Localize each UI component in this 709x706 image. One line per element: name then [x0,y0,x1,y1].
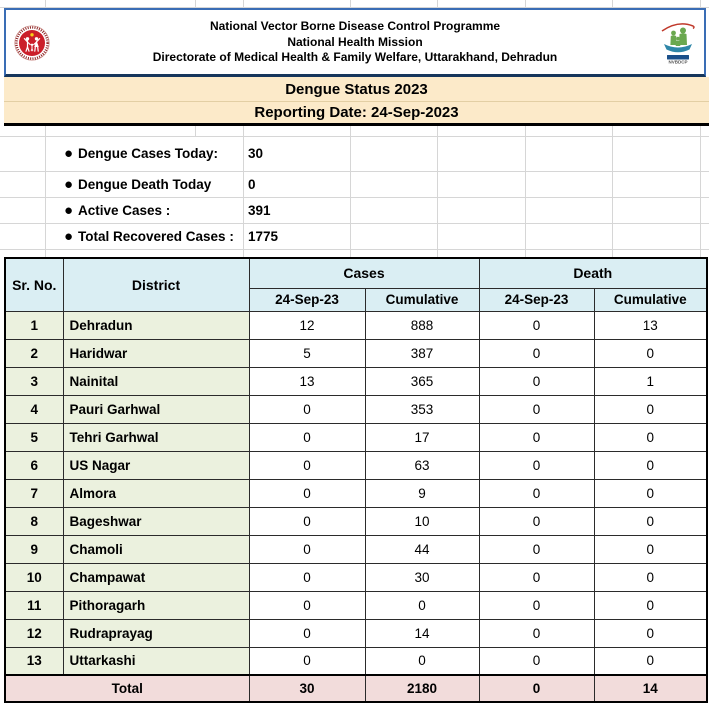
table-cell-sr: 11 [5,591,63,619]
table-cell-num: 17 [365,423,479,451]
table-cell-num: 0 [479,535,594,563]
table-cell-num: 0 [479,591,594,619]
table-cell-num: 0 [594,423,707,451]
report-title: Dengue Status 2023 [285,80,428,98]
table-cell-num: 387 [365,339,479,367]
district-table [4,257,708,703]
table-cell-num: 888 [365,311,479,339]
table-cell-district: Tehri Garhwal [63,423,249,451]
table-cell-num: 0 [594,451,707,479]
table-cell-sr: 8 [5,507,63,535]
total-death-today: 0 [479,675,594,702]
letterhead [4,8,706,77]
table-cell-district: Chamoli [63,535,249,563]
table-cell-district: US Nagar [63,451,249,479]
table-cell-num: 14 [365,619,479,647]
table-cell-num: 0 [479,563,594,591]
table-row [5,311,707,339]
summary-label: Dengue Cases Today: [78,146,219,161]
table-cell-num: 12 [249,311,365,339]
table-cell-num: 5 [249,339,365,367]
table-cell-num: 30 [365,563,479,591]
table-cell-num: 10 [365,507,479,535]
table-cell-district: Rudraprayag [63,619,249,647]
table-cell-sr: 10 [5,563,63,591]
table-row [5,395,707,423]
table-cell-num: 0 [479,479,594,507]
table-cell-sr: 3 [5,367,63,395]
table-row [5,647,707,675]
table-cell-district: Almora [63,479,249,507]
summary-label: Total Recovered Cases : [78,228,234,244]
table-cell-num: 0 [594,395,707,423]
table-cell-num: 0 [479,339,594,367]
table-cell-num: 9 [365,479,479,507]
reporting-date-banner [4,102,709,126]
total-row [5,675,707,702]
column-group-cases: Cases [249,258,479,288]
summary-value: 391 [248,202,271,218]
table-cell-num: 63 [365,451,479,479]
summary-label: Active Cases : [78,202,171,218]
column-header-cases-date: 24-Sep-23 [249,288,365,311]
table-header-group-row [5,258,707,288]
org-line-1: National Vector Borne Disease Control Programme [209,19,501,34]
column-header-death-date: 24-Sep-23 [479,288,594,311]
gridline [195,126,196,136]
table-row [5,479,707,507]
table-cell-num: 0 [249,479,365,507]
table-cell-num: 0 [594,339,707,367]
table-cell-num: 0 [594,479,707,507]
table-cell-num: 0 [249,591,365,619]
table-cell-num: 0 [249,423,365,451]
table-cell-sr: 4 [5,395,63,423]
table-cell-num: 0 [365,591,479,619]
summary-value: 1775 [248,228,279,244]
table-cell-num: 0 [479,647,594,675]
table-cell-num: 0 [249,451,365,479]
column-header-cases-cumulative: Cumulative [365,288,479,311]
table-cell-num: 0 [594,507,707,535]
bullet-icon: ● [64,201,74,219]
bullet-icon: ● [64,145,74,162]
table-row [5,619,707,647]
column-header-district: District [63,258,249,311]
table-cell-num: 0 [249,563,365,591]
table-cell-num: 0 [249,507,365,535]
column-group-death: Death [479,258,707,288]
table-cell-sr: 6 [5,451,63,479]
table-cell-sr: 5 [5,423,63,451]
table-row [5,339,707,367]
table-cell-district: Pauri Garhwal [63,395,249,423]
table-cell-district: Uttarkashi [63,647,249,675]
table-cell-district: Dehradun [63,311,249,339]
table-cell-num: 0 [479,423,594,451]
summary-label: Dengue Death Today [78,176,212,192]
nhm-logo-icon [14,25,50,61]
table-cell-num: 0 [594,535,707,563]
gridline [0,249,709,250]
bullet-icon: ● [64,175,74,193]
table-cell-num: 44 [365,535,479,563]
table-cell-num: 0 [479,451,594,479]
table-row [5,535,707,563]
table-cell-num: 0 [594,619,707,647]
table-cell-district: Pithoragarh [63,591,249,619]
summary-row [0,171,709,197]
summary-row [0,197,709,223]
table-cell-num: 0 [594,563,707,591]
table-body [5,311,707,675]
total-death-cumulative: 14 [594,675,707,702]
table-cell-num: 13 [249,367,365,395]
column-header-death-cumulative: Cumulative [594,288,707,311]
summary-value: 0 [248,176,256,192]
table-cell-num: 0 [479,619,594,647]
table-cell-district: Champawat [63,563,249,591]
table-cell-sr: 9 [5,535,63,563]
table-cell-num: 13 [594,311,707,339]
table-cell-num: 0 [249,535,365,563]
table-cell-sr: 7 [5,479,63,507]
nvbdcp-logo-caption: NVBDCP [668,59,688,65]
table-cell-sr: 13 [5,647,63,675]
table-cell-num: 0 [249,395,365,423]
summary-row [0,136,709,171]
table-cell-sr: 12 [5,619,63,647]
summary-row [0,223,709,249]
table-row [5,423,707,451]
table-cell-num: 0 [479,395,594,423]
letterhead-text [50,18,660,66]
table-row [5,507,707,535]
nvbdcp-logo-icon [660,18,696,66]
table-cell-num: 0 [594,591,707,619]
report-title-banner [4,77,709,102]
table-cell-num: 0 [594,647,707,675]
reporting-date: Reporting Date: 24-Sep-2023 [254,104,459,121]
org-line-2: National Health Mission [287,34,423,49]
table-cell-num: 365 [365,367,479,395]
table-cell-num: 0 [249,647,365,675]
table-cell-district: Bageshwar [63,507,249,535]
table-cell-num: 1 [594,367,707,395]
table-cell-district: Nainital [63,367,249,395]
column-header-sr-no: Sr. No. [5,258,63,311]
total-cases-today: 30 [249,675,365,702]
table-cell-sr: 2 [5,339,63,367]
table-row [5,451,707,479]
table-cell-num: 0 [365,647,479,675]
org-line-3: Directorate of Medical Health & Family Welfare, Uttarakhand, Dehradun [152,50,558,65]
table-row [5,367,707,395]
table-row [5,563,707,591]
table-cell-num: 353 [365,395,479,423]
table-cell-num: 0 [479,507,594,535]
total-label: Total [5,675,249,702]
summary-value: 30 [248,146,264,161]
table-cell-num: 0 [249,619,365,647]
table-row [5,591,707,619]
table-cell-num: 0 [479,311,594,339]
table-cell-district: Haridwar [63,339,249,367]
total-cases-cumulative: 2180 [365,675,479,702]
table-cell-sr: 1 [5,311,63,339]
bullet-icon: ● [64,227,74,245]
table-cell-num: 0 [479,367,594,395]
